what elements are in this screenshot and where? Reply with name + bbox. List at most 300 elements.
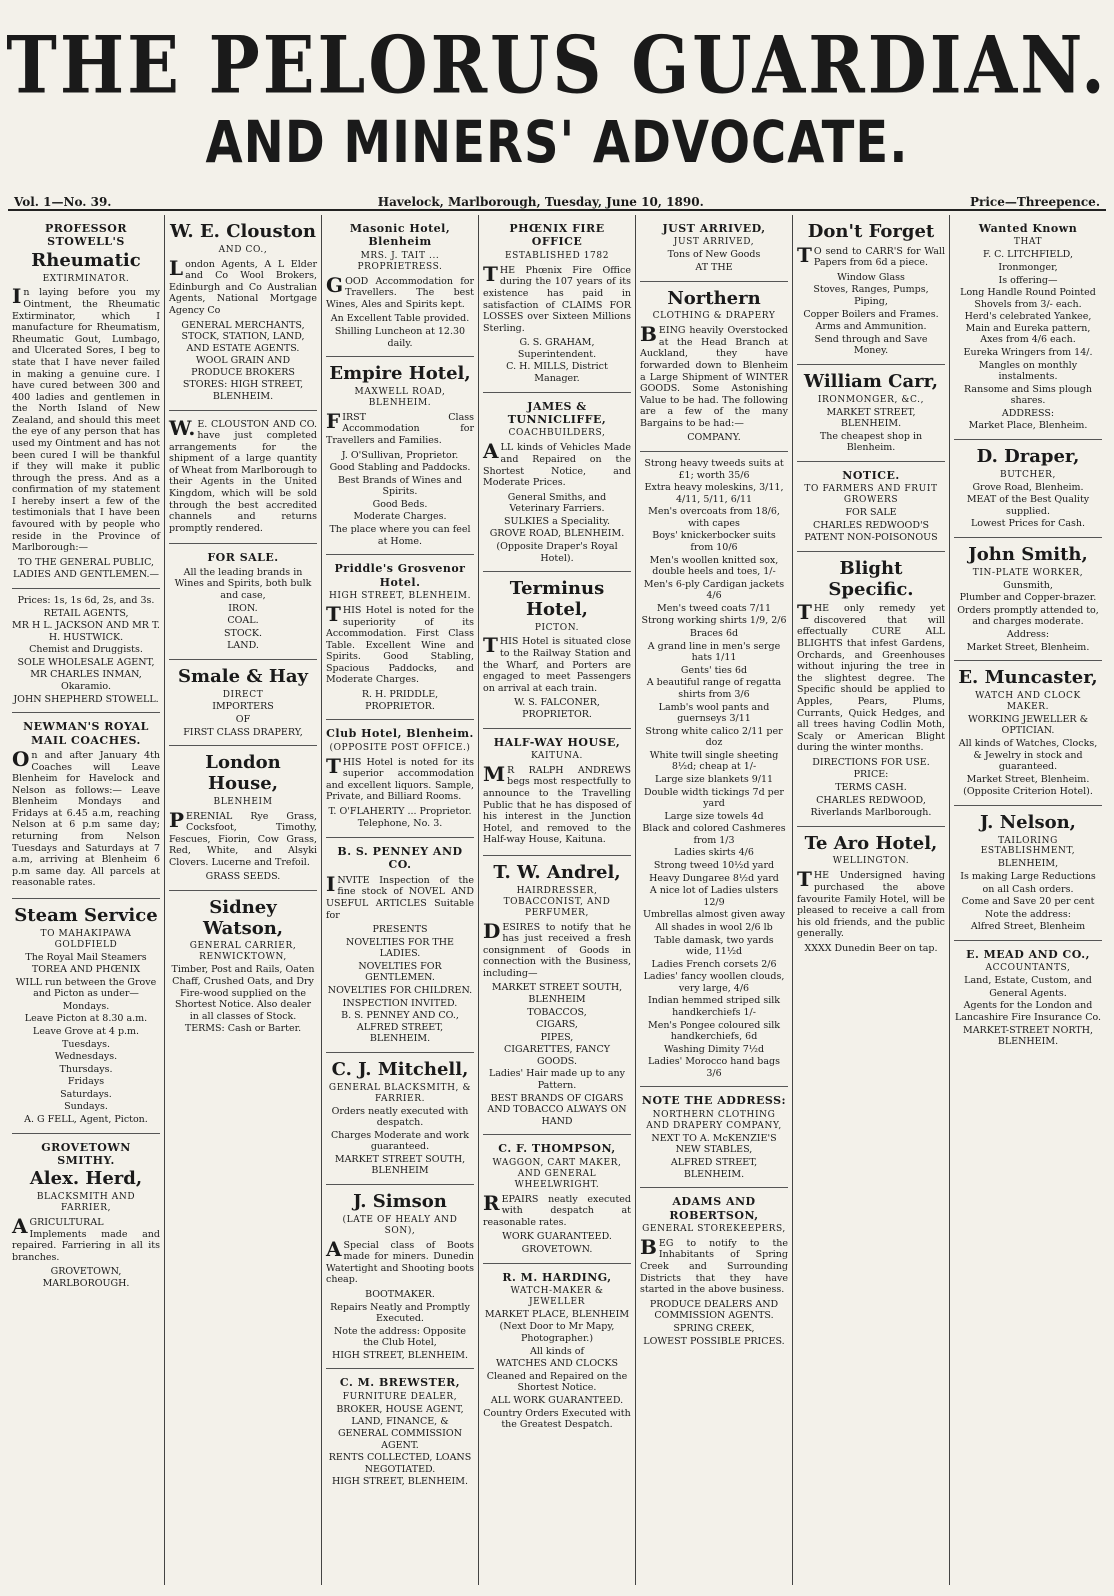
ad-line: Extra heavy moleskins, 3/11, 4/11, 5/11, 6/11 bbox=[644, 482, 784, 505]
ad-body: GOOD Accommodation for Travellers. The best Wines, Ales and Spirits kept. bbox=[326, 272, 474, 310]
ad-subtitle: FURNITURE DEALER, bbox=[342, 1391, 458, 1402]
advertisement bbox=[483, 856, 631, 1135]
ad-subtitle: TO FARMERS AND FRUIT GROWERS bbox=[804, 484, 938, 506]
ad-line: Wednesdays. bbox=[54, 1051, 118, 1063]
ad-title: R. M. HARDING, bbox=[502, 1270, 612, 1284]
ad-body: FIRST Class Accommodation for Travellers and Families. bbox=[326, 408, 474, 446]
ad-line: Ladies' Morocco hand bags 3/6 bbox=[647, 1056, 780, 1079]
ad-title: JAMES & TUNNICLIFFE, bbox=[507, 399, 607, 426]
ad-body: London Agents, A L Elder and Co Wool Brokers, Edinburgh and Co Australian Agents, National Mortgage Agency Co bbox=[169, 255, 317, 316]
advertisement bbox=[483, 729, 631, 856]
ad-line: MARKET STREET, BLENHEIM. bbox=[826, 406, 916, 430]
advertisement bbox=[797, 365, 945, 462]
ad-line: Lowest Prices for Cash. bbox=[970, 518, 1086, 530]
ad-headline: J. Nelson, bbox=[980, 811, 1076, 833]
ad-line: Timber, Post and Rails, Oaten Chaff, Crushed Oats, and Dry Fire-wood supplied on the Shortest Notice. Also dealer in all classes of Stock. bbox=[171, 964, 315, 1022]
ad-line: Good Stabling and Paddocks. bbox=[329, 462, 471, 474]
ad-line: LAND. bbox=[227, 640, 259, 652]
ad-line: B. S. PENNEY AND CO., ALFRED STREET, BLENHEIM. bbox=[341, 1010, 459, 1045]
ad-subtitle: TIN-PLATE WORKER, bbox=[972, 567, 1084, 578]
ad-headline: Northern bbox=[667, 287, 761, 309]
ad-line: LAND, FINANCE, & GENERAL COMMISSION AGENT. bbox=[337, 1416, 463, 1451]
ad-line: A. G FELL, Agent, Picton. bbox=[24, 1114, 148, 1126]
advertisement bbox=[326, 838, 474, 1053]
ad-line: Mangles on monthly instalments. bbox=[978, 359, 1078, 383]
ad-line: LADIES AND GENTLEMEN.— bbox=[12, 569, 160, 581]
ad-line: Good Beds. bbox=[372, 498, 428, 510]
ad-line: Strong heavy tweeds suits at £1; worth 35/6 bbox=[644, 457, 784, 481]
ad-line: (Opposite Criterion Hotel). bbox=[963, 786, 1093, 798]
advertisement bbox=[169, 544, 317, 659]
ad-line: All kinds of Watches, Clocks, & Jewelry in stock and guaranteed. bbox=[958, 737, 1098, 773]
ad-title: Masonic Hotel, Blenheim bbox=[349, 222, 451, 249]
ad-line: J. O'Sullivan, Proprietor. bbox=[341, 449, 459, 461]
ad-headline: Terminus Hotel, bbox=[509, 578, 605, 620]
ad-body: ALL kinds of Vehicles Made and Repaired on the Shortest Notice, and Moderate Prices. bbox=[483, 439, 631, 489]
ad-title: PROFESSOR STOWELL'S bbox=[44, 222, 128, 249]
ad-line: Men's tweed coats 7/11 bbox=[656, 602, 772, 614]
advertisement bbox=[483, 215, 631, 393]
advertisement bbox=[169, 891, 317, 1042]
ad-line: Market Place, Blenheim. bbox=[968, 420, 1088, 432]
ad-subtitle: MAXWELL ROAD, BLENHEIM. bbox=[354, 386, 446, 408]
ad-line: Is making Large Reductions bbox=[960, 871, 1096, 883]
advertisement bbox=[640, 452, 788, 1087]
ad-line: Tuesdays. bbox=[62, 1038, 110, 1050]
ad-title: NOTE THE ADDRESS: bbox=[641, 1094, 787, 1108]
ad-subtitle: THAT bbox=[1013, 237, 1043, 248]
ad-line: Repairs Neatly and Promptly Executed. bbox=[330, 1301, 470, 1325]
ad-line: CIGARETTES, FANCY GOODS. bbox=[503, 1044, 611, 1067]
ad-line: All kinds of bbox=[529, 1345, 585, 1357]
ad-line: R. H. PRIDDLE, PROPRIETOR. bbox=[361, 689, 439, 712]
ad-line: STORES: HIGH STREET, BLENHEIM. bbox=[182, 379, 304, 403]
ad-subtitle: ACCOUNTANTS, bbox=[985, 963, 1071, 974]
ad-headline: T. W. Andrel, bbox=[493, 861, 621, 883]
ad-subtitle: MRS. J. TAIT ... PROPRIETRESS. bbox=[357, 250, 443, 272]
ad-line: ALL WORK GUARANTEED. bbox=[490, 1394, 624, 1406]
ad-line: Copper Boilers and Frames. bbox=[803, 308, 939, 320]
ad-line: Black and colored Cashmeres from 1/3 bbox=[642, 823, 786, 846]
ad-line: Leave Grove at 4 p.m. bbox=[32, 1025, 140, 1037]
ad-line: MARKET-STREET NORTH, BLENHEIM. bbox=[962, 1024, 1094, 1048]
ad-title: PHŒNIX FIRE OFFICE bbox=[509, 222, 605, 249]
ad-line: RETAIL AGENTS, bbox=[43, 607, 129, 619]
ad-line: Moderate Charges. bbox=[353, 511, 447, 523]
ad-headline: William Carr, bbox=[803, 370, 939, 392]
advertisement bbox=[169, 746, 317, 891]
ad-line: Mondays. bbox=[62, 1000, 110, 1012]
ad-line: Riverlands Marlborough. bbox=[810, 807, 932, 819]
ad-line: All the leading brands in Wines and Spirits, both bulk and case, bbox=[174, 566, 312, 601]
ad-subtitle: GENERAL CARRIER, RENWICKTOWN, bbox=[189, 941, 297, 963]
ad-headline: John Smith, bbox=[968, 544, 1088, 566]
ad-line: Best Brands of Wines and Spirits. bbox=[338, 474, 462, 498]
ad-line: PATENT NON-POISONOUS bbox=[804, 532, 938, 544]
advertisement bbox=[326, 1369, 474, 1494]
ad-line: Men's 6-ply Cardigan jackets 4/6 bbox=[643, 578, 785, 602]
ad-headline: Sidney Watson, bbox=[202, 897, 284, 939]
volume-number: Vol. 1—No. 39. bbox=[14, 195, 112, 209]
ad-line: Address: bbox=[1006, 628, 1050, 640]
ad-line: Telephone, No. 3. bbox=[357, 818, 443, 830]
ad-line: The cheapest shop in Blenheim. bbox=[819, 430, 923, 454]
ad-line: Large size blankets 9/11 bbox=[654, 774, 774, 785]
ad-title: GROVETOWN SMITHY. bbox=[41, 1140, 131, 1167]
ad-line: Lamb's wool pants and guernseys 3/11 bbox=[658, 701, 770, 725]
ad-line: Gents' ties 6d bbox=[680, 664, 748, 676]
ad-body: THE Undersigned having purchased the above favourite Family Hotel, will be pleased to receive a call from his old friends, and the public generally. bbox=[797, 867, 945, 940]
ad-line: Thursdays. bbox=[59, 1063, 113, 1075]
ad-line: SOLE WHOLESALE AGENT, bbox=[17, 656, 155, 668]
subtitle-row bbox=[8, 100, 1106, 185]
ad-line: MARKET STREET SOUTH, BLENHEIM bbox=[334, 1153, 466, 1177]
ad-subtitle: COACHBUILDERS, bbox=[508, 428, 606, 439]
ad-line: G. S. GRAHAM, Superintendent. bbox=[517, 337, 597, 360]
advertisement bbox=[169, 411, 317, 545]
ad-line: WATCHES AND CLOCKS bbox=[495, 1358, 619, 1370]
ad-line: Umbrellas almost given away bbox=[642, 909, 786, 921]
ad-line: Ladies' Hair made up to any Pattern. bbox=[488, 1068, 626, 1092]
ad-line: HIGH STREET, BLENHEIM. bbox=[331, 1476, 469, 1488]
ad-line: SULKIES a Speciality. bbox=[503, 515, 611, 527]
advertisement bbox=[169, 660, 317, 746]
newspaper-subtitle: AND MINERS' ADVOCATE. bbox=[205, 108, 909, 177]
ad-line: Note the address: bbox=[984, 908, 1071, 920]
ad-line: Send through and Save Money. bbox=[814, 333, 928, 357]
ad-line: Leave Picton at 8.30 a.m. bbox=[24, 1013, 148, 1025]
ad-title: E. MEAD AND CO., bbox=[966, 947, 1090, 961]
ad-title: ADAMS AND ROBERTSON, bbox=[669, 1195, 759, 1222]
ad-line: Gunsmith, bbox=[1003, 579, 1053, 591]
advertisement bbox=[12, 215, 160, 589]
column-6 bbox=[793, 215, 950, 1585]
ad-line: A nice lot of Ladies ulsters 12/9 bbox=[649, 885, 779, 908]
ad-headline: Don't Forget bbox=[807, 221, 935, 242]
ad-line: on all Cash orders. bbox=[982, 883, 1074, 895]
advertisement bbox=[326, 215, 474, 357]
ad-line: WOOL GRAIN AND PRODUCE BROKERS bbox=[191, 355, 295, 378]
columns bbox=[8, 215, 1106, 1585]
ad-line: Agents for the London and Lancashire Fire Insurance Co. bbox=[954, 1000, 1102, 1024]
ad-line: BROKER, HOUSE AGENT, bbox=[336, 1403, 464, 1415]
column-7 bbox=[950, 215, 1106, 1585]
ad-subtitle: HAIRDRESSER, TOBACCONIST, AND PERFUMER, bbox=[503, 885, 611, 918]
ad-title: Wanted Known bbox=[978, 222, 1078, 235]
ad-line: Orders neatly executed with despatch. bbox=[331, 1105, 469, 1129]
ad-line: Long Handle Round Pointed Shovels from 3/- each. bbox=[960, 287, 1096, 310]
advertisement bbox=[326, 1053, 474, 1185]
ad-line: Strong working shirts 1/9, 2/6 bbox=[641, 615, 787, 627]
ad-line: Orders promptly attended to, and charges moderate. bbox=[957, 604, 1099, 628]
ad-line: TERMS CASH. bbox=[835, 781, 907, 793]
ad-line: AT THE bbox=[695, 261, 733, 273]
ad-line: Ransome and Sims plough shares. bbox=[964, 383, 1092, 407]
advertisement bbox=[483, 1135, 631, 1263]
ad-title: HALF-WAY HOUSE, bbox=[493, 735, 621, 749]
ad-line: A grand line in men's serge hats 1/11 bbox=[647, 640, 781, 664]
ad-line: BOOTMAKER. bbox=[365, 1288, 435, 1300]
ad-line: (Next Door to Mr Mapy, Photographer.) bbox=[499, 1321, 615, 1345]
ad-line: OF bbox=[235, 714, 251, 726]
ad-line: DIRECTIONS FOR USE. bbox=[812, 756, 930, 768]
ad-line: Come and Save 20 per cent bbox=[961, 896, 1095, 908]
ad-line: Men's Pongee coloured silk handkerchiefs, 6d bbox=[647, 1019, 781, 1043]
ad-title: JUST ARRIVED, bbox=[662, 222, 766, 235]
ad-line: BEST BRANDS OF CIGARS AND TOBACCO ALWAYS ON HAND bbox=[487, 1092, 627, 1127]
ad-line: F. C. LITCHFIELD, bbox=[983, 249, 1073, 261]
ad-line: WORKING JEWELLER & OPTICIAN. bbox=[967, 713, 1089, 737]
ad-line: Stoves, Ranges, Pumps, Piping, bbox=[813, 284, 929, 307]
ad-line: Heavy Dungaree 8½d yard bbox=[649, 872, 779, 884]
ad-line: C. H. MILLS, District Manager. bbox=[506, 361, 608, 384]
ad-headline: D. Draper, bbox=[976, 446, 1080, 468]
ad-line: GROVE ROAD, BLENHEIM. bbox=[489, 528, 625, 540]
ad-subtitle: EXTIRMINATOR. bbox=[42, 273, 130, 284]
ad-subtitle: BLACKSMITH AND FARRIER, bbox=[36, 1192, 136, 1214]
advertisement bbox=[954, 661, 1102, 806]
ad-line: Ladies' fancy woollen clouds, very large, 4/6 bbox=[643, 971, 785, 994]
ad-line: Strong tweed 10½d yard bbox=[653, 860, 775, 872]
ad-line: Strong white calico 2/11 per doz bbox=[645, 725, 783, 749]
ad-headline: London House, bbox=[205, 752, 281, 794]
ad-headline: Te Aro Hotel, bbox=[804, 832, 938, 854]
ad-subtitle: IRONMONGER, &C., bbox=[817, 394, 925, 405]
ad-line: Men's overcoats from 18/6, with capes bbox=[648, 506, 780, 529]
ad-body: THIS Hotel is noted for its superior accommodation and excellent liquors. Sample, Private, and Billiard Rooms. bbox=[326, 753, 474, 803]
ad-subtitle: GENERAL BLACKSMITH, & FARRIER. bbox=[328, 1082, 472, 1104]
column-5 bbox=[636, 215, 793, 1585]
ad-body: THIS Hotel is situated close to the Railway Station and the Wharf, and Porters are engaged to meet Passengers on arrival at each train. bbox=[483, 633, 631, 694]
ad-subtitle: CLOTHING & DRAPERY bbox=[652, 311, 776, 322]
ad-line: Arms and Ammunition. bbox=[815, 321, 927, 333]
ad-title: FOR SALE. bbox=[207, 551, 279, 565]
ad-title: Club Hotel, Blenheim. bbox=[326, 727, 474, 741]
ad-line: Window Glass bbox=[837, 271, 905, 283]
ad-line: RENTS COLLECTED, LOANS NEGOTIATED. bbox=[328, 1452, 472, 1475]
ad-body: PERENIAL Rye Grass, Cocksfoot, Timothy, Fescues, Fiorin, Cow Grass, Red, White, and Alsyki Clovers. Lucerne and Trefoil. bbox=[169, 807, 317, 868]
advertisement bbox=[12, 713, 160, 899]
ad-line: Ladies skirts 4/6 bbox=[674, 847, 754, 859]
ad-line: ADDRESS: bbox=[1001, 407, 1055, 419]
ad-line: Alfred Street, Blenheim bbox=[970, 921, 1086, 933]
ad-body: W.E. CLOUSTON AND CO. have just completed arrangements for the shipment of a large quantity of Wheat from Marlborough to their Agents in the United Kingdom, which will be sold through the best accredited channels and returns promptly rendered. bbox=[169, 415, 317, 534]
ad-line: STOCK. bbox=[223, 627, 263, 639]
ad-line: Grove Road, Blenheim. bbox=[972, 481, 1084, 493]
ad-line: Table damask, two yards wide, 11½d bbox=[654, 934, 774, 958]
ad-line: NOVELTIES FOR GENTLEMEN. bbox=[358, 960, 442, 984]
ad-line: BLENHEIM, bbox=[997, 858, 1059, 870]
ad-line: PIPES, bbox=[540, 1031, 574, 1043]
ad-line: Is offering— bbox=[998, 274, 1058, 286]
ad-line: GENERAL MERCHANTS, STOCK, STATION, LAND, AND ESTATE AGENTS. bbox=[181, 319, 305, 354]
ad-body: BEG to notify to the Inhabitants of Spring Creek and Surrounding Districts that they have started in the above business. bbox=[640, 1234, 788, 1296]
advertisement bbox=[954, 806, 1102, 941]
ad-subtitle: BLENHEIM bbox=[213, 796, 273, 807]
advertisement bbox=[483, 572, 631, 728]
ad-headline: Blight Specific. bbox=[828, 557, 914, 600]
ad-line: Ironmonger, bbox=[998, 261, 1058, 273]
advertisement bbox=[640, 1188, 788, 1354]
advertisement bbox=[12, 589, 160, 713]
advertisement bbox=[326, 720, 474, 838]
ad-line: CHARLES REDWOOD'S bbox=[812, 519, 930, 531]
ad-body: In laying before you my Ointment, the Rheumatic Extirminator, which I manufacture for Rheumatism, Rheumatic Gout, Lumbago, and Ulcerated Sores, I beg to state that I have never failed in making a genuine cure. I have cured between 300 and 400 ladies and gentlemen in the North Island of New Zealand, and should this meet the eye of any person that has used my Ointment and has not been cured I will be thankful if they will make it public through the press. And as a confirmation of my statement I hereby insert a few of the testimonials that I have been favoured with by people who reside in the Province of Marlborough:— bbox=[12, 284, 160, 554]
ad-body: THE Phœnix Fire Office during the 107 years of its existence has paid in satisfaction of CLAIMS FOR LOSSES over Sixteen Millions Sterling. bbox=[483, 261, 631, 334]
ad-body: THE only remedy yet discovered that will effectually CURE ALL BLIGHTS that infest Gardens, Orchards, and Greenhouses without injuring the tree in the slightest degree. The Specific should be applied to Apples, Pears, Plums, Currants, Quick Hedges, and all trees having Codlin Moth, Scaly or American Blight during the winter months. bbox=[797, 600, 945, 754]
ad-line: Fridays bbox=[67, 1076, 105, 1088]
ad-line: Ladies French corsets 2/6 bbox=[651, 958, 777, 970]
ad-line: FIRST CLASS DRAPERY, bbox=[183, 726, 303, 738]
ad-subtitle: WATCH AND CLOCK MAKER. bbox=[975, 690, 1081, 712]
ad-line: Large size towels 4d bbox=[664, 810, 764, 822]
ad-line: LOWEST POSSIBLE PRICES. bbox=[643, 1335, 785, 1347]
ad-line: Chemist and Druggists. bbox=[29, 644, 143, 656]
ad-line: Herd's celebrated Yankee, Main and Eureka pattern, Axes from 4/6 each. bbox=[964, 311, 1092, 346]
advertisement bbox=[797, 827, 945, 962]
ad-line: Men's woollen knitted sox, double heels and toes, 1/- bbox=[649, 554, 779, 578]
ad-line: NOVELTIES FOR CHILDREN. bbox=[327, 985, 473, 997]
ad-line: MEAT of the Best Quality supplied. bbox=[966, 494, 1090, 517]
ad-line: TERMS: Cash or Barter. bbox=[184, 1023, 302, 1035]
ad-line: TO THE GENERAL PUBLIC, bbox=[17, 556, 155, 568]
ad-line: White twill single sheeting 8½d; cheap at 1/- bbox=[649, 749, 779, 773]
ad-line: Country Orders Executed with the Greatest Despatch. bbox=[483, 1407, 631, 1431]
ad-line: Plumber and Copper-brazer. bbox=[959, 592, 1097, 604]
advertisement bbox=[954, 215, 1102, 440]
advertisement bbox=[954, 440, 1102, 538]
advertisement bbox=[326, 357, 474, 555]
ad-title: NOTICE. bbox=[842, 468, 900, 482]
ad-line: W. S. FALCONER, PROPRIETOR. bbox=[514, 697, 600, 720]
ad-line: Braces 6d bbox=[689, 628, 739, 640]
ad-line: General Agents. bbox=[989, 987, 1067, 999]
ad-line: Saturdays. bbox=[60, 1088, 112, 1100]
ad-line: Eureka Wringers from 14/. bbox=[963, 347, 1093, 358]
ad-line: INSPECTION INVITED. bbox=[342, 997, 458, 1009]
ad-line: A beautiful range of regatta shirts from 3/6 bbox=[646, 677, 782, 700]
advertisement bbox=[483, 393, 631, 573]
ad-line: NEXT TO A. McKENZIE'S NEW STABLES, bbox=[651, 1132, 777, 1156]
ad-line: Note the address: Opposite the Club Hotel, bbox=[333, 1325, 467, 1349]
ad-line: NOVELTIES FOR THE LADIES. bbox=[346, 936, 454, 960]
ad-title: C. M. BREWSTER, bbox=[339, 1376, 461, 1390]
ad-line: WORK GUARANTEED. bbox=[502, 1231, 612, 1243]
ad-line: CHARLES REDWOOD, bbox=[816, 794, 926, 806]
ad-subtitle: WELLINGTON. bbox=[832, 856, 910, 867]
ad-line: ALFRED STREET, BLENHEIM. bbox=[670, 1156, 758, 1180]
dateline bbox=[8, 185, 1106, 211]
ad-subtitle: (OPPOSITE POST OFFICE.) bbox=[329, 742, 471, 753]
ad-headline: Alex. Herd, bbox=[29, 1168, 143, 1190]
ad-line: JOHN SHEPHERD STOWELL. bbox=[13, 693, 159, 705]
ad-line: PRESENTS bbox=[372, 924, 428, 936]
ad-line: IRON. bbox=[228, 602, 258, 614]
ad-line: Market Street, Blenheim. bbox=[966, 773, 1090, 785]
column-2 bbox=[165, 215, 322, 1585]
ad-line: GRASS SEEDS. bbox=[205, 871, 281, 883]
ad-line: Boys' knickerbocker suits from 10/6 bbox=[652, 530, 776, 554]
ad-subtitle: HIGH STREET, BLENHEIM. bbox=[328, 591, 472, 602]
ad-body: On and after January 4th Coaches will Leave Blenheim for Havelock and Nelson as follows:— Leave Blenheim Mondays and Fridays at 6.45 a.m, reaching Nelson at 6 p.m same day; returning from Nelson Tuesdays and Saturdays at 7 a.m, arriving at Blenheim 6 p.m same day. All parcels at reasonable rates. bbox=[12, 746, 160, 889]
ad-line: General Smiths, and Veterinary Farriers. bbox=[507, 491, 607, 515]
ad-subtitle: TO MAHAKIPAWA GOLDFIELD bbox=[40, 928, 132, 950]
issue-date: Havelock, Marlborough, Tuesday, June 10, 1890. bbox=[377, 195, 704, 209]
ad-line: IMPORTERS bbox=[212, 701, 274, 713]
ad-line: WILL run between the Grove and Picton as under— bbox=[15, 976, 157, 1000]
ad-subtitle: WATCH-MAKER & JEWELLER bbox=[510, 1285, 604, 1307]
ad-subtitle: DIRECT bbox=[222, 689, 264, 700]
advertisement bbox=[954, 941, 1102, 1055]
ad-line: T. O'FLAHERTY ... Proprietor. bbox=[328, 805, 472, 817]
ad-line: TOREA AND PHŒNIX bbox=[31, 964, 141, 976]
ad-body: AGRICULTURAL Implements made and repaired. Farriering in all its branches. bbox=[12, 1214, 160, 1263]
ad-line: MARKET STREET SOUTH, BLENHEIM bbox=[491, 982, 623, 1005]
masthead bbox=[6, 0, 1108, 113]
advertisement bbox=[640, 282, 788, 452]
ad-line: MARKET PLACE, BLENHEIM bbox=[484, 1308, 630, 1320]
ad-body: BEING heavily Overstocked at the Head Branch at Auckland, they have forwarded down to Blenheim a Large Shipment of WINTER GOODS. Some Astonishing Value to be had. The following are a few of the many Bargains to be had:— bbox=[640, 322, 788, 429]
ad-headline: J. Simson bbox=[353, 1191, 447, 1213]
ad-line: Prices: 1s, 1s 6d, 2s, and 3s. bbox=[17, 594, 155, 606]
ad-subtitle: PICTON. bbox=[534, 622, 580, 633]
ad-line: Cleaned and Repaired on the Shortest Notice. bbox=[486, 1370, 628, 1394]
ad-subtitle: WAGGON, CART MAKER, AND GENERAL WHEELWRIGHT. bbox=[492, 1157, 622, 1190]
ad-line: HIGH STREET, BLENHEIM. bbox=[331, 1349, 469, 1361]
ad-line: (Opposite Draper's Royal Hotel). bbox=[496, 540, 618, 564]
ad-subtitle: GENERAL STOREKEEPERS, bbox=[642, 1223, 786, 1234]
ad-headline: Rheumatic bbox=[31, 249, 141, 271]
ad-line: Charges Moderate and work guaranteed. bbox=[330, 1129, 470, 1153]
ad-line: Double width tickings 7d per yard bbox=[644, 786, 784, 810]
column-3 bbox=[322, 215, 479, 1585]
ad-line: The place where you can feel at Home. bbox=[329, 524, 471, 547]
ad-body: MR RALPH ANDREWS begs most respectfully to announce to the Travelling Public that he has disposed of his interest in the Junction Hotel, and removed to the Half-way House, Kaituna. bbox=[483, 761, 631, 846]
ad-body: THIS Hotel is noted for the superiority of its Accommodation. First Class Table. Excellent Wine and Spirits. Good Stabling, Spacious Paddocks, and Moderate Charges. bbox=[326, 601, 474, 686]
ad-line: Land, Estate, Custom, and bbox=[964, 975, 1092, 987]
ad-subtitle: KAITUNA. bbox=[530, 750, 584, 761]
ad-title: NEWMAN'S ROYAL MAIL COACHES. bbox=[23, 720, 149, 747]
ad-line: Indian hemmed striped silk handkerchiefs 1/- bbox=[647, 995, 781, 1018]
ad-line: Sundays. bbox=[64, 1101, 108, 1113]
ad-line: Washing Dimity 7½d bbox=[663, 1043, 765, 1055]
newspaper-title: THE PELORUS GUARDIAN. bbox=[6, 20, 1108, 113]
ad-line: PRICE: bbox=[853, 769, 889, 781]
ad-line: SPRING CREEK, bbox=[673, 1322, 755, 1334]
ad-body: TO send to CARR'S for Wall Papers from 6d a piece. bbox=[797, 242, 945, 269]
advertisement bbox=[483, 1264, 631, 1438]
column-4 bbox=[479, 215, 636, 1585]
advertisement bbox=[797, 552, 945, 827]
ad-subtitle: JUST ARRIVED, bbox=[673, 237, 755, 248]
ad-body: INVITE Inspection of the fine stock of NOVEL AND USEFUL ARTICLES Suitable for bbox=[326, 871, 474, 921]
ad-headline: C. J. Mitchell, bbox=[331, 1058, 469, 1080]
advertisement bbox=[326, 1185, 474, 1369]
advertisement bbox=[954, 538, 1102, 661]
ad-headline: W. E. Clouston bbox=[170, 221, 316, 242]
ad-line: Market Street, Blenheim. bbox=[966, 641, 1090, 653]
advertisement bbox=[326, 555, 474, 720]
advertisement bbox=[640, 1087, 788, 1188]
ad-body: REPAIRS neatly executed with despatch at reasonable rates. bbox=[483, 1190, 631, 1228]
ad-subtitle: NORTHERN CLOTHING AND DRAPERY COMPANY, bbox=[646, 1109, 782, 1131]
ad-line: Tons of New Goods bbox=[667, 249, 761, 261]
ad-line: CIGARS, bbox=[536, 1019, 578, 1031]
advertisement bbox=[12, 899, 160, 1134]
ad-line: The Royal Mail Steamers bbox=[25, 951, 147, 963]
ad-line: GROVETOWN. bbox=[521, 1243, 593, 1255]
advertisement bbox=[169, 215, 317, 411]
